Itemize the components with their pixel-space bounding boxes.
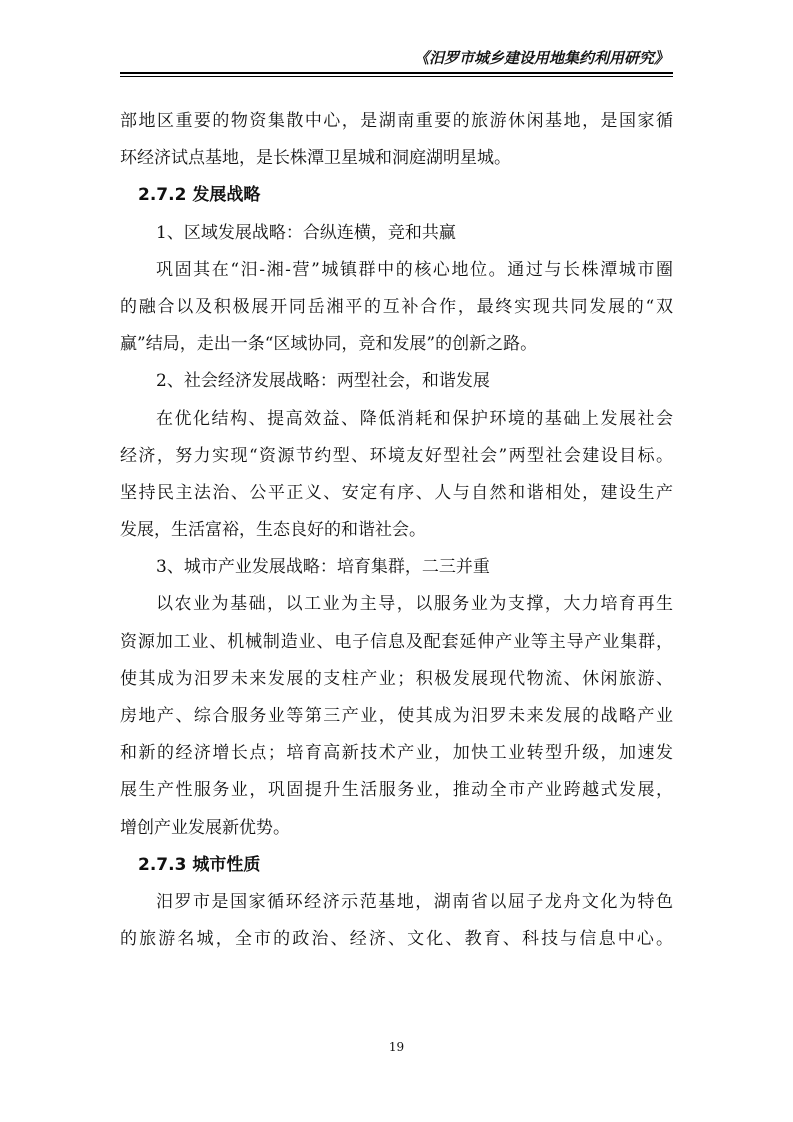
page-number: 19 <box>388 1040 405 1054</box>
header-rule-thick <box>120 72 673 74</box>
body-text-line: 以农业为基础，以工业为主导，以服务业为支撑，大力培育再生 <box>156 594 673 615</box>
running-header-title: 《汨罗市城乡建设用地集约利用研究》 <box>413 49 669 67</box>
body-text-line: 的融合以及积极展开同岳湘平的互补合作，最终实现共同发展的“双 <box>120 296 673 317</box>
body-text-line: 赢”结局，走出一条“区域协同，竞和发展”的创新之路。 <box>120 334 538 355</box>
list-item-title: 1、区域发展战略：合纵连横，竞和共赢 <box>156 222 456 243</box>
body-text-line: 发展，生活富裕，生态良好的和谐社会。 <box>120 520 426 541</box>
body-text-line: 增创产业发展新优势。 <box>120 817 290 838</box>
body-text-line: 展生产性服务业，巩固提升生活服务业，推动全市产业跨越式发展， <box>120 780 673 801</box>
list-item-title: 3、城市产业发展战略：培育集群，二三并重 <box>156 557 490 578</box>
body-text-line: 在优化结构、提高效益、降低消耗和保护环境的基础上发展社会 <box>156 408 673 429</box>
body-text-line: 经济，努力实现“资源节约型、环境友好型社会”两型社会建设目标。 <box>120 445 673 466</box>
body-text-line: 房地产、综合服务业等第三产业，使其成为汨罗未来发展的战略产业 <box>120 706 673 726</box>
body-text-line: 的旅游名城，全市的政治、经济、文化、教育、科技与信息中心。 <box>120 929 673 950</box>
body-text-line: 使其成为汨罗未来发展的支柱产业；积极发展现代物流、休闲旅游、 <box>120 668 673 689</box>
section-heading: 2.7.2 发展战略 <box>138 185 261 206</box>
body-text-line: 坚持民主法治、公平正义、安定有序、人与自然和谐相处，建设生产 <box>120 482 673 503</box>
body-text-line: 资源加工业、机械制造业、电子信息及配套延伸产业等主导产业集群， <box>120 631 673 652</box>
body-text-line: 巩固其在“汨-湘-营”城镇群中的核心地位。通过与长株潭城市圈 <box>156 259 673 280</box>
body-text-line: 部地区重要的物资集散中心，是湖南重要的旅游休闲基地，是国家循 <box>120 111 673 131</box>
section-heading: 2.7.3 城市性质 <box>138 854 261 875</box>
header-rule-thin <box>120 76 673 77</box>
body-text-line: 汨罗市是国家循环经济示范基地，湖南省以屈子龙舟文化为特色 <box>156 891 673 912</box>
page-body <box>120 103 673 958</box>
list-item-title: 2、社会经济发展战略：两型社会，和谐发展 <box>156 371 490 392</box>
body-text-line: 和新的经济增长点；培育高新技术产业，加快工业转型升级，加速发 <box>120 743 673 764</box>
body-text-line: 环经济试点基地，是长株潭卫星城和洞庭湖明星城。 <box>120 148 511 169</box>
